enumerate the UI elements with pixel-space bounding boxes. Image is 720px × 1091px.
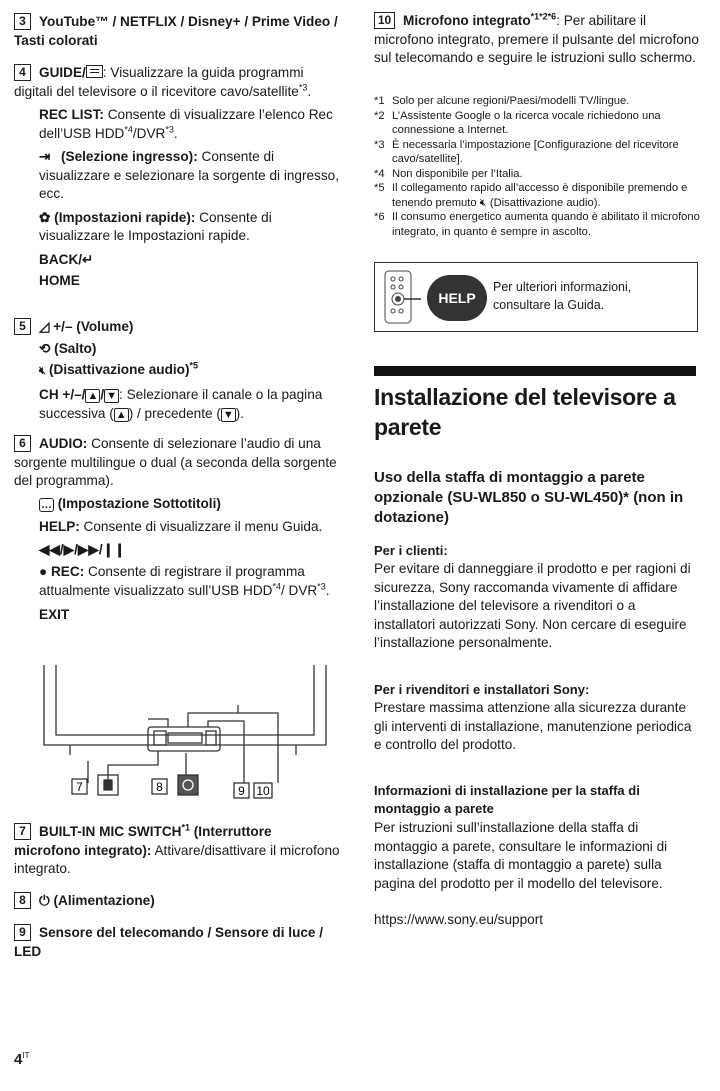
remote-icon xyxy=(381,269,421,325)
home-label: HOME xyxy=(39,273,80,288)
transport-label: ◀◀/▶/▶▶/❙❙ xyxy=(39,541,126,557)
help-badge: HELP xyxy=(427,275,487,321)
input-icon: ⇥ xyxy=(39,149,51,164)
info-title: Informazioni di installazione per la staffa di montaggio a parete xyxy=(374,783,640,816)
guide-end: . xyxy=(307,83,312,99)
rec-end: . xyxy=(325,582,330,598)
rec-list-desc: Consente di visualizzare l’elenco Rec dell’USB HDD xyxy=(39,107,333,141)
mic-switch-label: BUILT-IN MIC SWITCH xyxy=(39,824,182,839)
ch-desc-2: ) / precedente ( xyxy=(128,406,221,421)
footnote-text: È necessaria l’impostazione [Configurazione del ricevitore cavo/satellite]. xyxy=(392,138,679,165)
rec-fn2: *3 xyxy=(317,580,326,591)
footnote-text: Solo per alcune regioni/Paesi/modelli TV/lingue. xyxy=(392,95,630,107)
footnote-text: Non disponibile per l’Italia. xyxy=(392,167,523,180)
footnote-text-2: (Disattivazione audio). xyxy=(486,196,601,209)
tv-bottom-diagram xyxy=(38,665,338,805)
power-label: (Alimentazione) xyxy=(53,893,155,908)
diagram-label-10: 10 xyxy=(256,784,270,798)
gear-icon: ✿ xyxy=(39,209,55,225)
footnote xyxy=(374,167,700,182)
subtitle-icon: … xyxy=(41,498,52,511)
rec-list-fn1: *4 xyxy=(124,123,133,134)
guide-footnote: *3 xyxy=(298,81,308,92)
quick-desc: Consente di visualizzare le Impostazioni rapide. xyxy=(39,209,272,243)
page-number-value: 4 xyxy=(14,1051,23,1068)
mic-switch-label-2: (Interruttore microfono integrato): xyxy=(14,824,272,858)
callout-4: 4 xyxy=(14,64,31,81)
rec-mid: / DVR xyxy=(280,582,318,598)
rec-desc: Consente di registrare il programma attualmente visualizzato sull’USB HDD xyxy=(39,564,305,598)
item-5: 5 ◿ +/– (Volume) ⟲ (Salto) 🔇︎ (Disattivazione audio)$^{*5}$ CH +/–/ ▲ / ▼ : Selezionare il canale o la pagina successiva ( ▲ ) / precedente ( ▼ ). xyxy=(14,318,340,425)
callout-9: 9 xyxy=(14,924,31,941)
rec-label: ● REC: xyxy=(39,564,85,579)
section-bar xyxy=(374,366,696,376)
footnote-key: *1 xyxy=(374,95,385,107)
footnote-key: *6 xyxy=(374,211,385,223)
callout-8: 8 xyxy=(14,892,31,909)
guide-icon xyxy=(86,65,103,78)
audio-label: AUDIO: xyxy=(39,436,88,451)
help-text: Per ulteriori informazioni, consultare la Guida. xyxy=(493,280,632,312)
page-down-icon-2: ▼ xyxy=(222,409,234,421)
page-up-icon: ▲ xyxy=(87,389,99,402)
ch-desc: : Selezionare il canale o la pagina successiva ( xyxy=(39,386,323,421)
item-7 xyxy=(14,823,340,879)
page-number xyxy=(14,1051,29,1068)
dealers-title: Per i rivenditori e installatori Sony: xyxy=(374,682,590,697)
mic-desc: : Per abilitare il microfono integrato, premere il pulsante del microfono sul telecomando e seguire le istruzioni sullo schermo. xyxy=(374,13,699,65)
footnote-text: L’Assistente Google o la ricerca vocale richiedono una connessione a Internet. xyxy=(392,109,661,136)
rec-list-end: . xyxy=(173,125,178,141)
page-lang: IT xyxy=(22,1051,30,1060)
section-title: Installazione del televisore a parete xyxy=(374,384,676,440)
input-label: (Selezione ingresso): xyxy=(61,149,198,164)
mic-switch-footnote: *1 xyxy=(181,822,190,833)
volume-icon: ◿ xyxy=(39,319,54,334)
footnotes xyxy=(374,94,700,239)
footnote xyxy=(374,181,700,210)
footnote-text: Il collegamento rapido all’accesso è disponibile premendo e tenendo premuto xyxy=(392,182,688,209)
mute-footnote: *5 xyxy=(189,360,198,371)
footnote xyxy=(374,109,700,138)
item-9 xyxy=(14,924,340,961)
callout-6: 6 xyxy=(14,435,31,452)
footnote-key: *3 xyxy=(374,138,385,151)
rec-list-label: REC LIST: xyxy=(39,107,104,122)
rec-list-mid: /DVR xyxy=(132,125,166,141)
callout-10: 10 xyxy=(374,12,395,29)
jump-icon: ⟲ xyxy=(39,340,55,356)
page-down-icon: ▼ xyxy=(106,389,118,402)
footnote-key: *2 xyxy=(374,109,385,122)
diagram-label-8: 8 xyxy=(156,780,163,794)
footnote-text: Il consumo energetico aumenta quando è abilitato il microfono integrato, in quanto è sempre in ascolto. xyxy=(392,211,700,238)
help-desc: Consente di visualizzare il menu Guida. xyxy=(79,519,323,534)
ch-end: ). xyxy=(235,406,245,421)
volume-label: +/– (Volume) xyxy=(53,319,134,334)
clients-text: Per evitare di danneggiare il prodotto e per ragioni di sicurezza, Sony raccomanda vivamente di affidare l’installazione del televisore a rivenditori o a installatori autorizzati Sony. Non cercare di eseguire l’installazione personalmente. xyxy=(374,561,691,650)
support-url[interactable]: https://www.sony.eu/support xyxy=(374,912,543,927)
audio-desc: Consente di selezionare l’audio di una sorgente multilingue o dual (a seconda della sorgente del programma). xyxy=(14,436,337,488)
callout-5: 5 xyxy=(14,318,31,335)
help-label: HELP: xyxy=(39,519,80,534)
info-text: Per istruzioni sull’installazione della staffa di montaggio a parete, consultare le informazioni di installazione (staffa di montaggio a parete) sulla pagina del prodotto per il modello del televisore. xyxy=(374,820,668,891)
mic-footnote: *1*2*6 xyxy=(530,11,557,22)
item-3 xyxy=(14,13,340,50)
sub-title: Uso della staffa di montaggio a parete opzionale (SU-WL850 o SU-WL450)* (non in dotazione) xyxy=(374,469,684,526)
ch-label: CH +/–/ xyxy=(39,386,86,402)
diagram-label-7: 7 xyxy=(76,780,83,794)
item-8 xyxy=(14,892,340,911)
power-icon: ⏻ xyxy=(39,893,54,908)
clients-title: Per i clienti: xyxy=(374,543,448,558)
item-4 xyxy=(14,64,340,291)
guide-desc: : Visualizzare la guida programmi digitali del televisore o il ricevitore cavo/satellite xyxy=(14,65,304,99)
item-10 xyxy=(374,12,700,68)
footnote xyxy=(374,138,700,167)
footnote xyxy=(374,94,700,109)
mic-switch-desc: Attivare/disattivare il microfono integrato. xyxy=(14,842,340,876)
diagram-label-9: 9 xyxy=(238,784,245,798)
item-3-title: YouTube™ / NETFLIX / Disney+ / Prime Video / Tasti colorati xyxy=(14,14,338,48)
item-6 xyxy=(14,435,340,625)
callout-3: 3 xyxy=(14,13,31,30)
mute-icon: 🔇︎ xyxy=(479,196,487,209)
rec-fn1: *4 xyxy=(272,580,281,591)
sensor-label: Sensore del telecomando / Sensore di luce / LED xyxy=(14,925,324,959)
quick-label: (Impostazioni rapide): xyxy=(54,209,196,225)
footnote-key: *5 xyxy=(374,182,385,194)
footnote-key: *4 xyxy=(374,167,385,180)
footnote xyxy=(374,210,700,239)
exit-label: EXIT xyxy=(39,607,70,622)
page-up-icon-2: ▲ xyxy=(115,409,127,421)
mute-icon: 🔇︎ xyxy=(39,365,49,377)
back-icon: ↵ xyxy=(82,251,94,267)
rec-list-fn2: *3 xyxy=(165,123,174,134)
dealers-text: Prestare massima attenzione alla sicurezza durante gli interventi di installazione, manutenzione periodica e controllo del prodotto. xyxy=(374,700,692,752)
subtitle-label: (Impostazione Sottotitoli) xyxy=(57,495,221,511)
mute-label: (Disattivazione audio) xyxy=(49,362,190,377)
jump-label: (Salto) xyxy=(54,340,97,356)
callout-7: 7 xyxy=(14,823,31,840)
back-label: BACK/ xyxy=(39,251,83,267)
input-desc: Consente di visualizzare e selezionare la sorgente di ingresso, ecc. xyxy=(39,149,339,201)
help-box xyxy=(374,262,698,332)
guide-label: GUIDE/ xyxy=(39,65,86,80)
mic-label: Microfono integrato xyxy=(403,13,531,28)
